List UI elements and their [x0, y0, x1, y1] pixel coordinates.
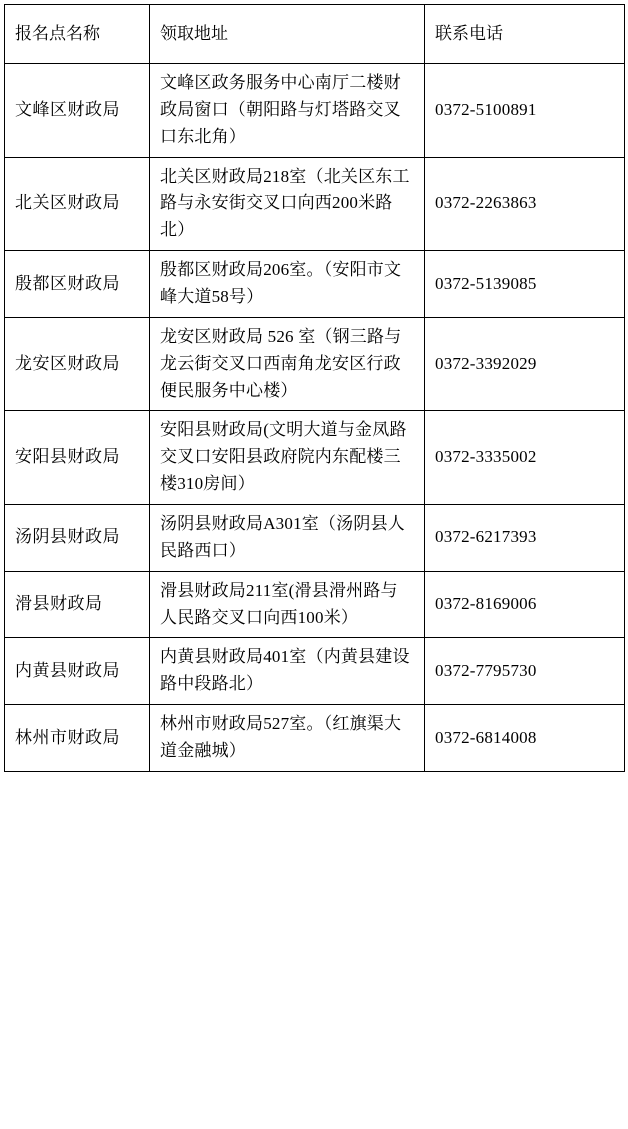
table-row: [5, 251, 625, 318]
column-header-address: 领取地址: [150, 5, 425, 64]
site-phone: 0372-2263863: [425, 157, 625, 251]
site-address: 殷都区财政局206室。（安阳市文峰大道58号）: [150, 251, 425, 318]
table-row: [5, 411, 625, 505]
site-phone: 0372-6814008: [425, 705, 625, 772]
site-phone: 0372-3335002: [425, 411, 625, 505]
site-address: 安阳县财政局(文明大道与金凤路交叉口安阳县政府院内东配楼三楼310房间）: [150, 411, 425, 505]
site-phone: 0372-3392029: [425, 317, 625, 411]
site-phone: 0372-5139085: [425, 251, 625, 318]
site-phone: 0372-8169006: [425, 571, 625, 638]
site-address: 汤阴县财政局A301室（汤阴县人民路西口）: [150, 505, 425, 572]
table-row: [5, 571, 625, 638]
site-name: 滑县财政局: [5, 571, 150, 638]
column-header-phone: 联系电话: [425, 5, 625, 64]
table-row: [5, 64, 625, 158]
site-address: 内黄县财政局401室（内黄县建设路中段路北）: [150, 638, 425, 705]
site-phone: 0372-6217393: [425, 505, 625, 572]
table-header-row: [5, 5, 625, 64]
site-name: 北关区财政局: [5, 157, 150, 251]
site-name: 文峰区财政局: [5, 64, 150, 158]
site-address: 北关区财政局218室（北关区东工路与永安街交叉口向西200米路北）: [150, 157, 425, 251]
site-name: 殷都区财政局: [5, 251, 150, 318]
table-row: [5, 505, 625, 572]
site-address: 文峰区政务服务中心南厅二楼财政局窗口（朝阳路与灯塔路交叉口东北角）: [150, 64, 425, 158]
table-row: [5, 705, 625, 772]
site-name: 林州市财政局: [5, 705, 150, 772]
registration-sites-table: [4, 4, 625, 772]
site-name: 龙安区财政局: [5, 317, 150, 411]
table-row: [5, 317, 625, 411]
site-name: 安阳县财政局: [5, 411, 150, 505]
site-phone: 0372-7795730: [425, 638, 625, 705]
site-name: 汤阴县财政局: [5, 505, 150, 572]
table-row: [5, 638, 625, 705]
table-row: [5, 157, 625, 251]
site-address: 滑县财政局211室(滑县滑州路与人民路交叉口向西100米）: [150, 571, 425, 638]
site-phone: 0372-5100891: [425, 64, 625, 158]
site-address: 龙安区财政局 526 室（钢三路与龙云街交叉口西南角龙安区行政便民服务中心楼）: [150, 317, 425, 411]
site-name: 内黄县财政局: [5, 638, 150, 705]
column-header-name: 报名点名称: [5, 5, 150, 64]
site-address: 林州市财政局527室。（红旗渠大道金融城）: [150, 705, 425, 772]
